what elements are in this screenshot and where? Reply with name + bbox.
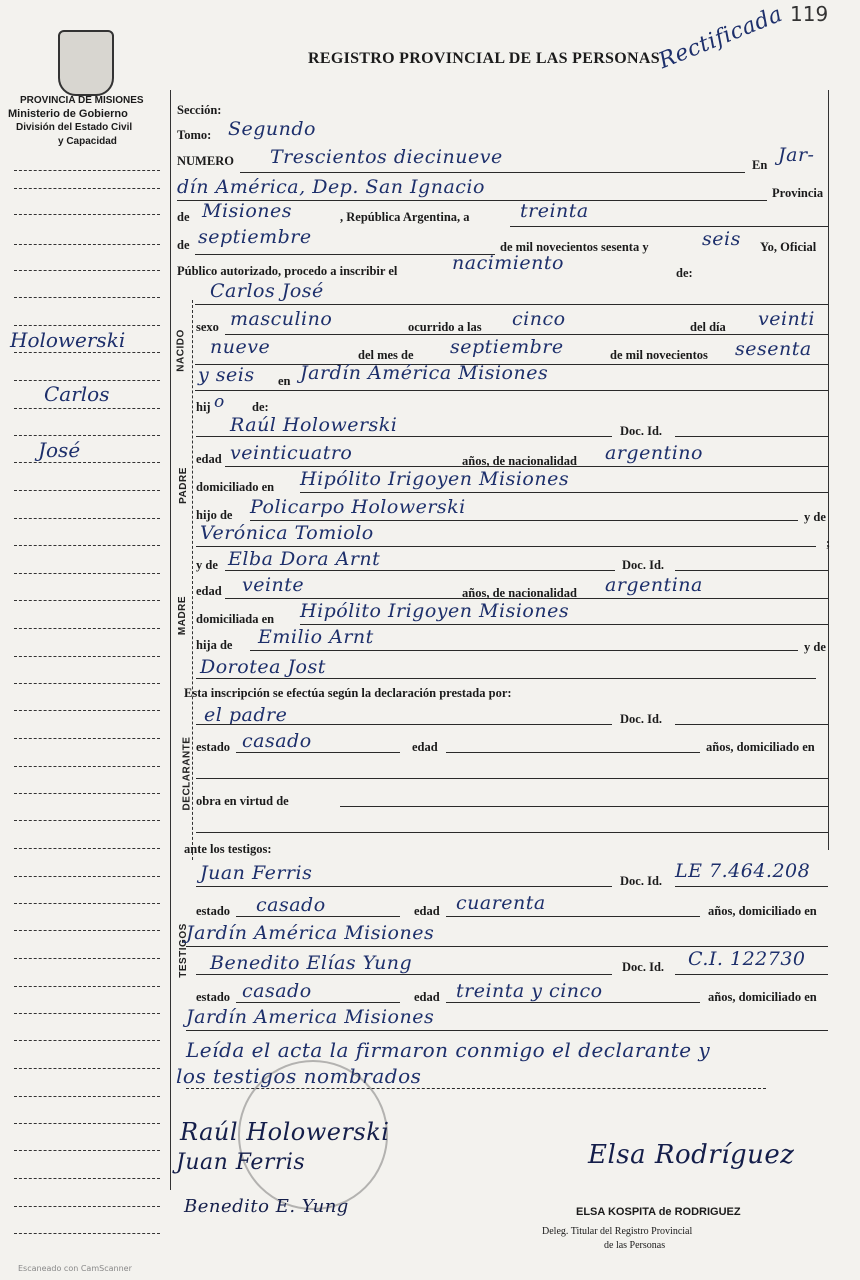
signature-oficial: Elsa Rodríguez	[588, 1140, 795, 1170]
value-provincia: Misiones	[202, 200, 293, 222]
stub-rule	[14, 490, 160, 491]
rule	[225, 334, 828, 335]
rule	[510, 226, 828, 227]
rule	[196, 832, 828, 833]
delegate-name: ELSA KOSPITA de RODRIGUEZ	[576, 1206, 741, 1218]
label-seccion: Sección:	[177, 103, 222, 117]
rule	[196, 886, 612, 887]
org-line-3: División del Estado Civil	[16, 122, 133, 133]
rule	[300, 492, 828, 493]
rule	[225, 598, 828, 599]
stub-rule	[14, 1013, 160, 1014]
rule	[195, 254, 495, 255]
closing-line-1: Leída el acta la firmaron conmigo el declarante y	[186, 1038, 711, 1062]
rule	[675, 974, 828, 975]
label-y-de-madre: y de	[196, 558, 218, 572]
stub-rule	[14, 958, 160, 959]
value-anio-nac-a: sesenta	[735, 338, 812, 360]
stub-rule	[14, 820, 160, 821]
label-anos-nac-padre: años, de nacionalidad	[462, 454, 577, 468]
value-padre-nac: argentino	[605, 442, 703, 464]
value-t2-estado: casado	[242, 980, 312, 1002]
rule	[446, 1002, 700, 1003]
stub-rule	[14, 518, 160, 519]
signature-declarante: Raúl Holowerski	[180, 1118, 390, 1146]
label-doc-id-t1: Doc. Id.	[620, 874, 663, 888]
value-madre-madre: Dorotea Jost	[200, 656, 326, 678]
value-dia: treinta	[520, 200, 589, 222]
value-numero: Trescientos diecinueve	[270, 146, 503, 168]
value-hora: cinco	[512, 308, 566, 330]
label-edad-t2: edad	[414, 990, 440, 1004]
stub-rule	[14, 462, 160, 463]
rule	[196, 778, 828, 779]
value-madre-nombre: Elba Dora Arnt	[228, 548, 381, 570]
stub-rule	[14, 1123, 160, 1124]
rule	[186, 1030, 828, 1031]
stub-rule	[14, 766, 160, 767]
label-edad-t1: edad	[414, 904, 440, 918]
rule	[675, 886, 828, 887]
stub-rule	[14, 380, 160, 381]
rule	[196, 678, 816, 679]
value-hij-suffix: o	[214, 392, 225, 412]
label-edad-madre: edad	[196, 584, 222, 598]
value-mes-nac: septiembre	[450, 336, 564, 358]
label-de-prov: de	[177, 210, 190, 224]
stub-name-2: José	[38, 438, 81, 462]
stub-rule	[14, 1040, 160, 1041]
label-estado-t2: estado	[196, 990, 231, 1004]
registry-title: REGISTRO PROVINCIAL DE LAS PERSONAS	[308, 50, 660, 67]
label-provincia: Provincia	[772, 186, 824, 200]
label-republica: , República Argentina, a	[340, 210, 470, 224]
value-t1-edad: cuarenta	[456, 892, 546, 914]
label-doc-id-madre: Doc. Id.	[622, 558, 665, 572]
value-madre-hija-de: Emilio Arnt	[258, 626, 374, 648]
value-t1-dom: Jardín América Misiones	[186, 922, 435, 944]
stub-rule	[14, 876, 160, 877]
value-madre-dom: Hipólito Irigoyen Misiones	[300, 600, 570, 622]
value-madre-nac: argentina	[605, 574, 703, 596]
stub-rule	[14, 738, 160, 739]
label-del-dia: del día	[690, 320, 726, 334]
label-ante-testigos: ante los testigos:	[184, 842, 272, 856]
value-padre-edad: veinticuatro	[230, 442, 353, 464]
org-line-2: Ministerio de Gobierno	[8, 108, 128, 120]
rule	[195, 304, 828, 305]
stub-rule	[14, 1178, 160, 1179]
closing-line-2: los testigos nombrados	[176, 1064, 422, 1088]
scanner-watermark: Escaneado con CamScanner	[18, 1264, 132, 1273]
value-en-b: dín América, Dep. San Ignacio	[177, 176, 485, 198]
side-label-madre: MADRE	[177, 595, 189, 636]
rectificada-stamp: Rectificada	[655, 1, 787, 75]
value-anio-nac-b: y seis	[198, 364, 255, 386]
rule	[236, 916, 400, 917]
stub-rule	[14, 325, 160, 326]
stub-rule	[14, 214, 160, 215]
rule	[225, 466, 828, 467]
value-t2-doc: C.I. 122730	[688, 948, 806, 970]
value-padre-madre: Verónica Tomiolo	[200, 522, 374, 544]
rule	[446, 752, 700, 753]
value-t2-dom: Jardín America Misiones	[186, 1006, 435, 1028]
side-label-nacido: NACIDO	[175, 329, 187, 372]
stub-rule	[14, 628, 160, 629]
value-t1-nombre: Juan Ferris	[200, 862, 313, 884]
label-en: En	[752, 158, 768, 172]
rule	[196, 546, 816, 547]
stub-rule	[14, 188, 160, 189]
stub-rule	[14, 270, 160, 271]
stub-rule	[14, 986, 160, 987]
stub-rule	[14, 297, 160, 298]
value-padre-hijo-de: Policarpo Holowerski	[250, 496, 466, 518]
label-estado-decl: estado	[196, 740, 231, 754]
label-publico: Público autorizado, procedo a inscribir el	[177, 264, 398, 278]
label-mil-nov: de mil novecientos sesenta y	[500, 240, 649, 254]
value-padre-dom: Hipólito Irigoyen Misiones	[300, 468, 570, 490]
label-esta-inscripcion: Esta inscripción se efectúa según la declaración prestada por:	[184, 686, 512, 700]
value-decl-estado: casado	[242, 730, 312, 752]
rule	[446, 916, 700, 917]
province-seal	[58, 30, 114, 96]
label-anos-nac-madre: años, de nacionalidad	[462, 586, 577, 600]
label-anos-dom-t1: años, domiciliado en	[708, 904, 817, 918]
rule	[675, 436, 828, 437]
label-edad-padre: edad	[196, 452, 222, 466]
frame-rule-left	[170, 90, 171, 1190]
value-dia-nac-b: nueve	[210, 336, 271, 358]
stub-rule	[14, 683, 160, 684]
signature-testigo-2: Benedito E. Yung	[184, 1196, 349, 1217]
stub-rule	[14, 710, 160, 711]
label-tomo: Tomo:	[177, 128, 212, 142]
stub-rule	[14, 170, 160, 171]
label-ocurrido: ocurrido a las	[408, 320, 482, 334]
label-de-mes: de	[177, 238, 190, 252]
rule	[196, 436, 612, 437]
value-t2-edad: treinta y cinco	[456, 980, 603, 1002]
label-de-padres: de:	[252, 400, 269, 414]
label-edad-decl: edad	[412, 740, 438, 754]
rule	[240, 172, 745, 173]
value-declarante: el padre	[204, 704, 288, 726]
side-label-testigos: TESTIGOS	[177, 923, 189, 978]
value-en-a: Jar-	[778, 144, 815, 166]
stub-name-1: Carlos	[44, 382, 110, 406]
rule	[196, 724, 612, 725]
rule	[250, 520, 798, 521]
label-numero: NUMERO	[177, 154, 234, 168]
side-label-padre: PADRE	[177, 467, 189, 504]
label-doc-id-t2: Doc. Id.	[622, 960, 665, 974]
label-sexo: sexo	[196, 320, 219, 334]
label-y-de-padre: y de	[804, 510, 826, 524]
value-mes: septiembre	[198, 226, 312, 248]
rule	[195, 390, 828, 391]
value-t1-estado: casado	[256, 894, 326, 916]
delegate-title: Deleg. Titular del Registro Provincial	[542, 1226, 693, 1237]
stub-rule	[14, 1068, 160, 1069]
stub-rule	[14, 408, 160, 409]
page-number: 119	[790, 2, 829, 26]
stub-rule	[14, 656, 160, 657]
value-dia-nac-a: veinti	[758, 308, 816, 330]
value-tomo: Segundo	[228, 118, 316, 140]
label-doc-id-padre: Doc. Id.	[620, 424, 663, 438]
label-dom-padre: domiciliado en	[196, 480, 275, 494]
rule	[225, 570, 615, 571]
label-y-de-madre2: y de	[804, 640, 826, 654]
value-t1-doc: LE 7.464.208	[675, 860, 811, 882]
label-semicolon: ;	[826, 536, 831, 550]
value-lugar-nac: Jardín América Misiones	[300, 362, 549, 384]
stub-rule	[14, 848, 160, 849]
label-hij: hij	[196, 400, 211, 414]
label-de-colon: de:	[676, 266, 693, 280]
rule	[196, 974, 612, 975]
label-hija-de: hija de	[196, 638, 233, 652]
stub-rule	[14, 1206, 160, 1207]
value-padre-nombre: Raúl Holowerski	[230, 414, 398, 436]
value-inscribir: nacimiento	[452, 252, 564, 274]
rule	[250, 650, 798, 651]
rule	[675, 724, 828, 725]
label-en-lugar: en	[278, 374, 291, 388]
label-dom-madre: domiciliada en	[196, 612, 275, 626]
org-line-1: PROVINCIA DE MISIONES	[20, 95, 144, 106]
value-anio: seis	[702, 228, 741, 250]
stub-rule	[14, 545, 160, 546]
stub-rule	[14, 573, 160, 574]
rule	[340, 806, 828, 807]
side-label-declarante: DECLARANTE	[181, 736, 193, 811]
value-madre-edad: veinte	[242, 574, 305, 596]
label-de-mil-nov: de mil novecientos	[610, 348, 708, 362]
label-yo-oficial: Yo, Oficial	[760, 240, 817, 254]
stub-rule	[14, 793, 160, 794]
rule	[236, 1002, 400, 1003]
label-obra: obra en virtud de	[196, 794, 289, 808]
label-doc-id-decl: Doc. Id.	[620, 712, 663, 726]
label-del-mes: del mes de	[358, 348, 414, 362]
value-nombre: Carlos José	[210, 280, 324, 302]
rule	[300, 624, 828, 625]
label-anos-dom-t2: años, domiciliado en	[708, 990, 817, 1004]
stub-rule	[14, 930, 160, 931]
stub-rule	[14, 1233, 160, 1234]
org-line-4: y Capacidad	[58, 136, 117, 147]
signature-testigo-1: Juan Ferris	[176, 1150, 306, 1175]
label-estado-t1: estado	[196, 904, 231, 918]
stub-surname: Holowerski	[10, 328, 126, 352]
stub-rule	[14, 903, 160, 904]
stub-rule	[14, 244, 160, 245]
value-t2-nombre: Benedito Elías Yung	[210, 952, 413, 974]
stub-rule	[14, 1150, 160, 1151]
stub-rule	[14, 600, 160, 601]
stub-rule	[14, 352, 160, 353]
label-anos-dom-decl: años, domiciliado en	[706, 740, 815, 754]
rule	[675, 570, 828, 571]
stub-rule	[14, 435, 160, 436]
delegate-title-2: de las Personas	[604, 1240, 666, 1251]
rule	[236, 752, 400, 753]
rule	[186, 946, 828, 947]
label-hijo-de: hijo de	[196, 508, 233, 522]
stub-rule	[14, 1096, 160, 1097]
value-sexo: masculino	[230, 308, 333, 330]
frame-rule-right	[828, 90, 829, 850]
